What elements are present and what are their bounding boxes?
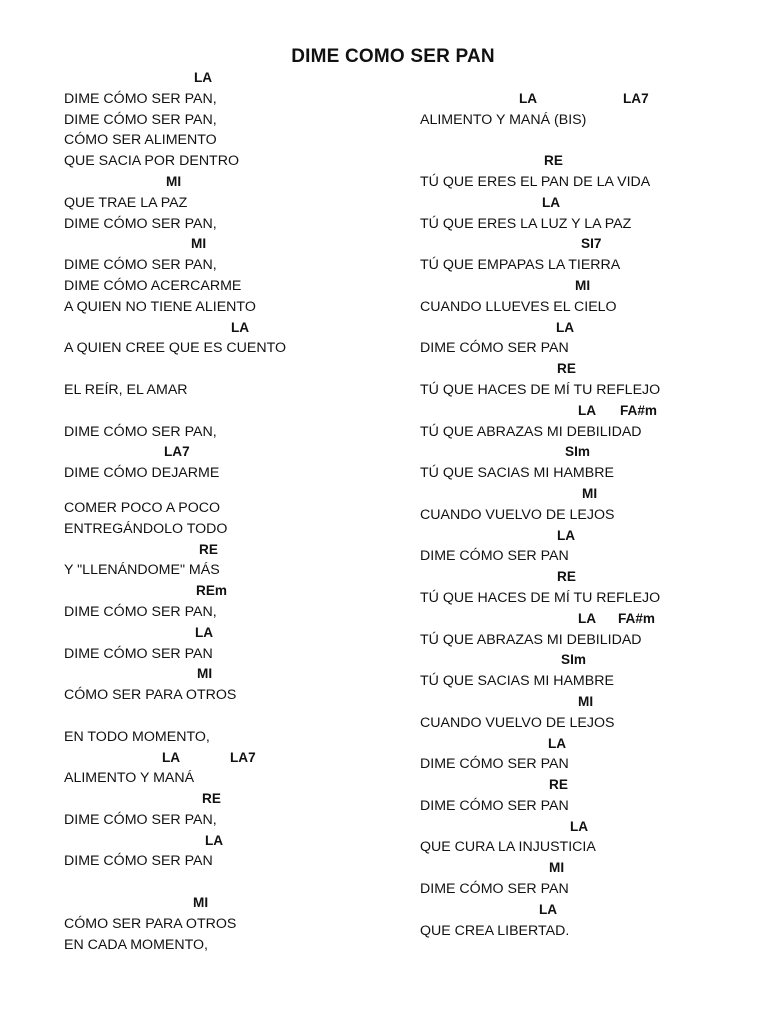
lyric-line: CÓMO SER ALIMENTO xyxy=(64,132,217,149)
chord: FA#m xyxy=(620,402,658,418)
lyric-line: ENTREGÁNDOLO TODO xyxy=(64,520,228,537)
lyric-line: TÚ QUE HACES DE MÍ TU REFLEJO xyxy=(420,589,661,606)
lyric-line: DIME CÓMO SER PAN xyxy=(420,797,569,814)
chord: LA xyxy=(578,610,597,626)
lyric-line: QUE TRAE LA PAZ xyxy=(64,194,188,211)
chord: LA xyxy=(539,901,558,917)
lyric-line: TÚ QUE ABRAZAS MI DEBILIDAD xyxy=(420,423,642,440)
lyric-line: COMER POCO A POCO xyxy=(64,499,221,516)
chord: RE xyxy=(557,361,576,377)
lyric-line: TÚ QUE ERES LA LUZ Y LA PAZ xyxy=(420,215,632,232)
chord: SIm xyxy=(565,444,590,460)
chord: LA xyxy=(548,735,567,751)
chord: RE xyxy=(544,153,563,169)
chord: MI xyxy=(575,277,591,293)
chord: RE xyxy=(202,791,221,807)
lyric-line: DIME CÓMO SER PAN, xyxy=(64,811,217,828)
lyric-line: DIME CÓMO SER PAN xyxy=(420,756,569,773)
lyric-line: TÚ QUE ABRAZAS MI DEBILIDAD xyxy=(420,631,642,648)
chord: RE xyxy=(549,777,568,793)
lyric-line: A QUIEN CREE QUE ES CUENTO xyxy=(64,340,287,357)
lyric-line: Y "LLENÁNDOME" MÁS xyxy=(64,562,220,579)
lyric-line: DIME CÓMO SER PAN, xyxy=(64,257,217,274)
chord: LA7 xyxy=(164,444,190,460)
lyric-line: ALIMENTO Y MANÁ xyxy=(64,770,195,787)
lyric-line: DIME CÓMO SER PAN, xyxy=(64,423,217,440)
chord: RE xyxy=(199,541,218,557)
chord: SI7 xyxy=(581,236,602,252)
lyric-line: QUE CREA LIBERTAD. xyxy=(420,922,570,939)
lyric-line: TÚ QUE EMPAPAS LA TIERRA xyxy=(420,257,621,274)
lyric-line: CUANDO VUELVO DE LEJOS xyxy=(420,506,615,523)
chord: RE xyxy=(557,569,576,585)
lyric-line: DIME CÓMO SER PAN, xyxy=(64,215,217,232)
chord: MI xyxy=(193,895,209,911)
lyrics-column-left xyxy=(64,68,394,955)
chord: MI xyxy=(197,666,213,682)
chord: LA xyxy=(578,402,597,418)
chord: LA xyxy=(194,70,213,85)
lyric-line: DIME CÓMO SER PAN xyxy=(420,548,569,565)
lyric-line: QUE SACIA POR DENTRO xyxy=(64,153,240,170)
lyric-line: DIME CÓMO SER PAN xyxy=(420,340,569,357)
chord: MI xyxy=(549,860,565,876)
lyric-line: EL REÍR, EL AMAR xyxy=(64,381,188,398)
lyric-line: ALIMENTO Y MANÁ (BIS) xyxy=(420,111,587,128)
lyric-line: CÓMO SER PARA OTROS xyxy=(64,915,237,932)
chord: LA xyxy=(231,319,250,335)
chord: LA xyxy=(195,624,214,640)
page-title: DIME COMO SER PAN xyxy=(291,46,495,67)
chord: LA7 xyxy=(230,749,256,765)
chord: LA xyxy=(557,527,576,543)
lyric-line: DIME CÓMO DEJARME xyxy=(64,465,220,482)
lyric-line: EN CADA MOMENTO, xyxy=(64,936,208,953)
lyric-line: DIME CÓMO SER PAN, xyxy=(64,90,217,107)
chord: LA xyxy=(162,749,181,765)
chord: LA xyxy=(570,818,589,834)
chord: LA7 xyxy=(623,90,649,106)
lyric-line: CUANDO LLUEVES EL CIELO xyxy=(420,298,617,315)
lyric-line: EN TODO MOMENTO, xyxy=(64,728,210,745)
chord: MI xyxy=(578,693,594,709)
chord: MI xyxy=(166,173,182,189)
lyric-line: DIME CÓMO SER PAN, xyxy=(64,603,217,620)
lyric-line: TÚ QUE HACES DE MÍ TU REFLEJO xyxy=(420,381,661,398)
lyrics-column-right xyxy=(420,68,740,941)
lyric-line: A QUIEN NO TIENE ALIENTO xyxy=(64,298,256,315)
chord: LA xyxy=(205,832,224,848)
chord: SIm xyxy=(561,652,586,668)
lyric-line: DIME CÓMO SER PAN xyxy=(420,881,569,898)
lyric-line: TÚ QUE ERES EL PAN DE LA VIDA xyxy=(420,173,651,190)
lyric-line: DIME CÓMO ACERCARME xyxy=(64,277,242,294)
lyric-line: DIME CÓMO SER PAN xyxy=(64,645,213,662)
lyric-line: CÓMO SER PARA OTROS xyxy=(64,687,237,704)
lyric-line: DIME CÓMO SER PAN xyxy=(64,853,213,870)
chord: LA xyxy=(542,194,561,210)
chord: MI xyxy=(582,485,598,501)
chord: FA#m xyxy=(618,610,656,626)
lyric-line: DIME CÓMO SER PAN, xyxy=(64,111,217,128)
chord: MI xyxy=(191,236,207,252)
chord: LA xyxy=(556,319,575,335)
lyric-line: TÚ QUE SACIAS MI HAMBRE xyxy=(420,673,614,690)
chord: LA xyxy=(519,90,538,106)
lyric-line: CUANDO VUELVO DE LEJOS xyxy=(420,714,615,731)
lyric-line: TÚ QUE SACIAS MI HAMBRE xyxy=(420,465,614,482)
lyric-line: QUE CURA LA INJUSTICIA xyxy=(420,839,596,856)
chord: REm xyxy=(196,583,227,599)
